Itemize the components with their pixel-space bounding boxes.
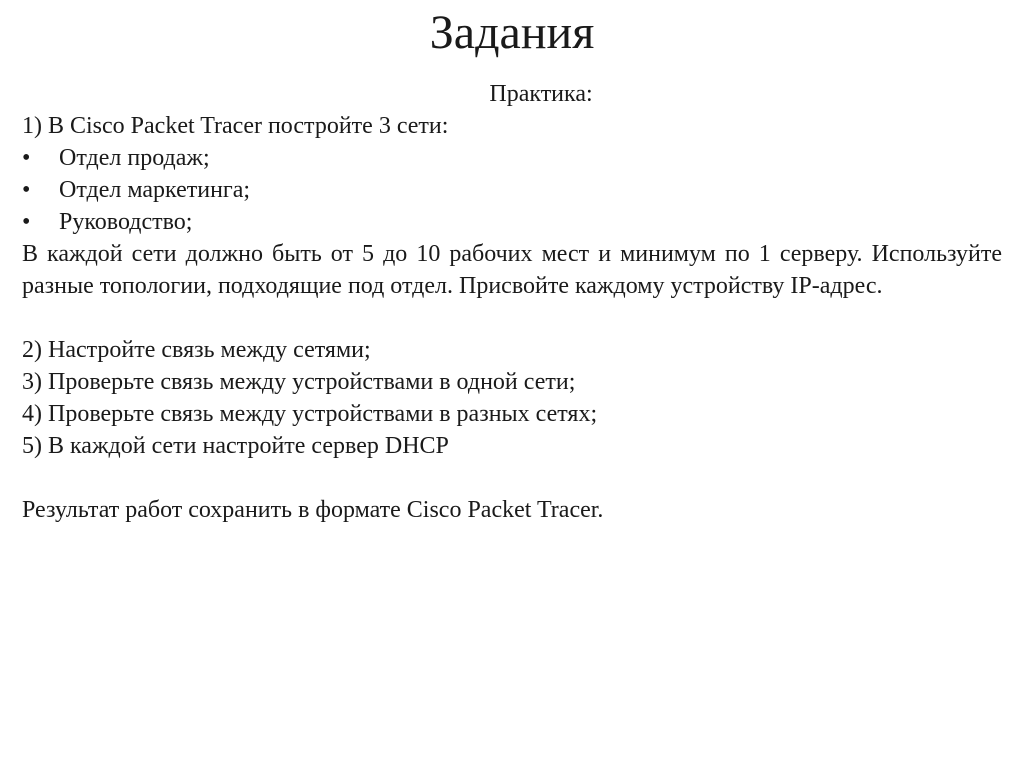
bullet-icon: • bbox=[22, 145, 31, 171]
list-item bbox=[22, 206, 1002, 238]
subtitle: Практика: bbox=[489, 81, 593, 107]
task-1: 1) В Cisco Packet Tracer постройте 3 сети: bbox=[22, 113, 449, 139]
spacer bbox=[22, 462, 1002, 494]
requirements-paragraph: В каждой сети должно быть от 5 до 10 рабочих мест и минимум по 1 серверу. Используйте разные топологии, подходящие под отдел. Присвойте каждому устройству IP-адрес. bbox=[22, 241, 1002, 299]
network-management: Руководство; bbox=[59, 209, 193, 235]
task-3: 3) Проверьте связь между устройствами в одной сети; bbox=[22, 369, 576, 395]
network-marketing: Отдел маркетинга; bbox=[59, 177, 251, 203]
list-item bbox=[22, 142, 1002, 174]
list-item bbox=[22, 174, 1002, 206]
task-4: 4) Проверьте связь между устройствами в разных сетях; bbox=[22, 401, 598, 427]
spacer bbox=[22, 302, 1002, 334]
slide-title: Задания bbox=[429, 6, 595, 59]
bullet-icon: • bbox=[22, 177, 31, 203]
network-sales: Отдел продаж; bbox=[59, 145, 210, 171]
slide-body bbox=[22, 78, 1002, 526]
result-line: Результат работ сохранить в формате Cisco Packet Tracer. bbox=[22, 497, 604, 523]
bullet-icon: • bbox=[22, 209, 31, 235]
task-5: 5) В каждой сети настройте сервер DHCP bbox=[22, 433, 449, 459]
task-2: 2) Настройте связь между сетями; bbox=[22, 337, 371, 363]
